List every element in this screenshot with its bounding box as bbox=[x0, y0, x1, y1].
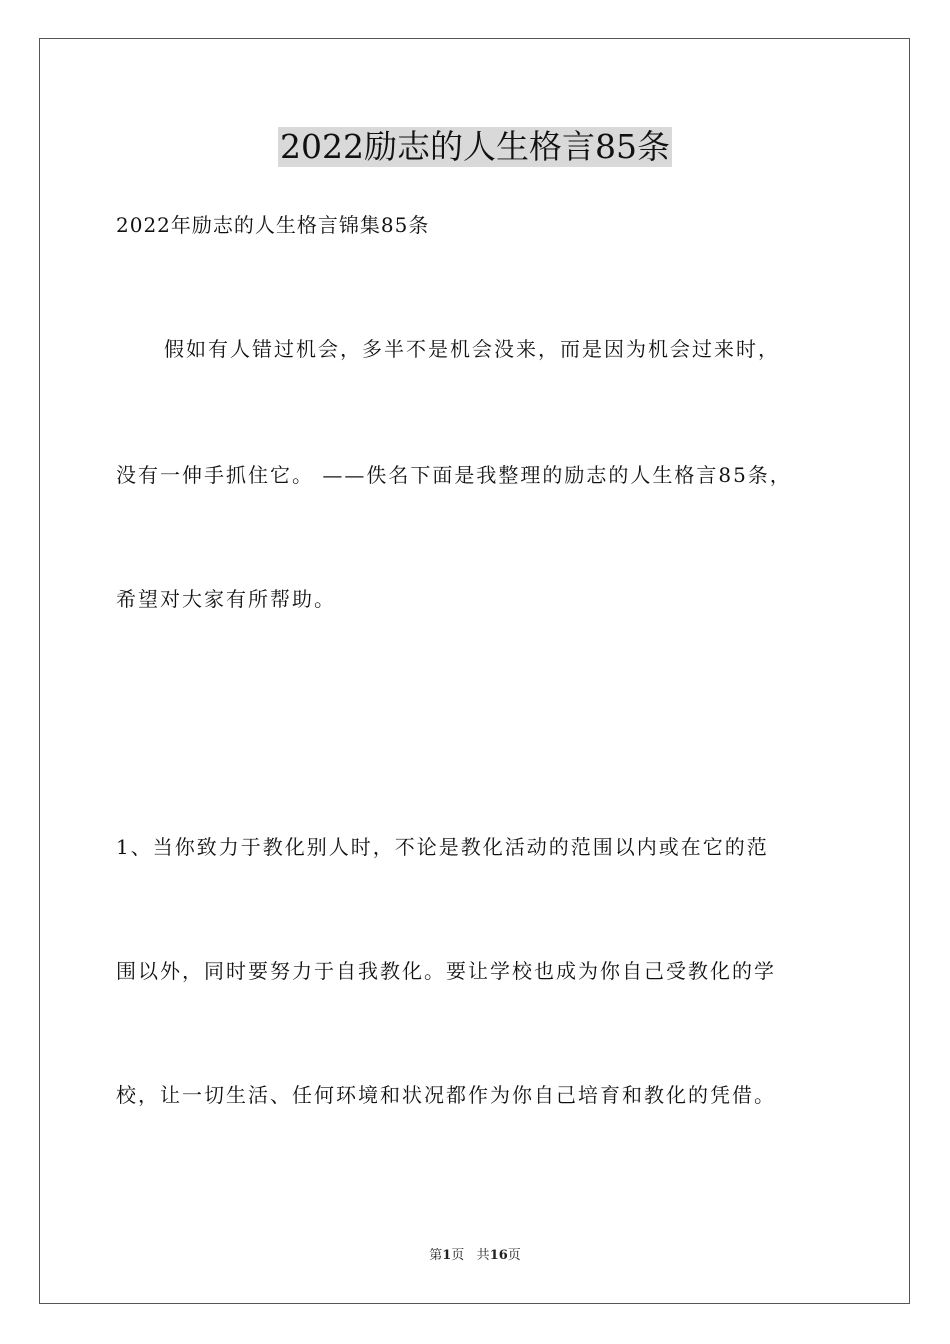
page-footer bbox=[0, 1248, 950, 1264]
intro-line-3: 希望对大家有所帮助。 bbox=[116, 587, 336, 611]
footer-page-number: 1 bbox=[442, 1248, 452, 1263]
item1-line-1: 1、当你致力于教化别人时，不论是教化活动的范围以内或在它的范 bbox=[116, 835, 769, 859]
item1-line-2: 围以外，同时要努力于自我教化。要让学校也成为你自己受教化的学 bbox=[116, 959, 776, 983]
document-title: 2022励志的人生格言85条 bbox=[280, 127, 670, 166]
intro-line-1: 假如有人错过机会，多半不是机会没来，而是因为机会过来时， bbox=[164, 337, 780, 361]
footer-total-suffix: 页 bbox=[507, 1248, 521, 1263]
document-subtitle: 2022年励志的人生格言锦集85条 bbox=[116, 213, 430, 237]
footer-total-pages: 16 bbox=[489, 1248, 508, 1263]
footer-page-prefix: 第 bbox=[429, 1248, 443, 1263]
footer-page-suffix: 页 bbox=[451, 1248, 465, 1263]
title-container bbox=[0, 127, 950, 167]
footer-total-prefix: 共 bbox=[476, 1248, 490, 1263]
item1-line-3: 校，让一切生活、任何环境和状况都作为你自己培育和教化的凭借。 bbox=[116, 1083, 776, 1107]
intro-line-2: 没有一伸手抓住它。 ——佚名下面是我整理的励志的人生格言85条， bbox=[116, 463, 792, 487]
